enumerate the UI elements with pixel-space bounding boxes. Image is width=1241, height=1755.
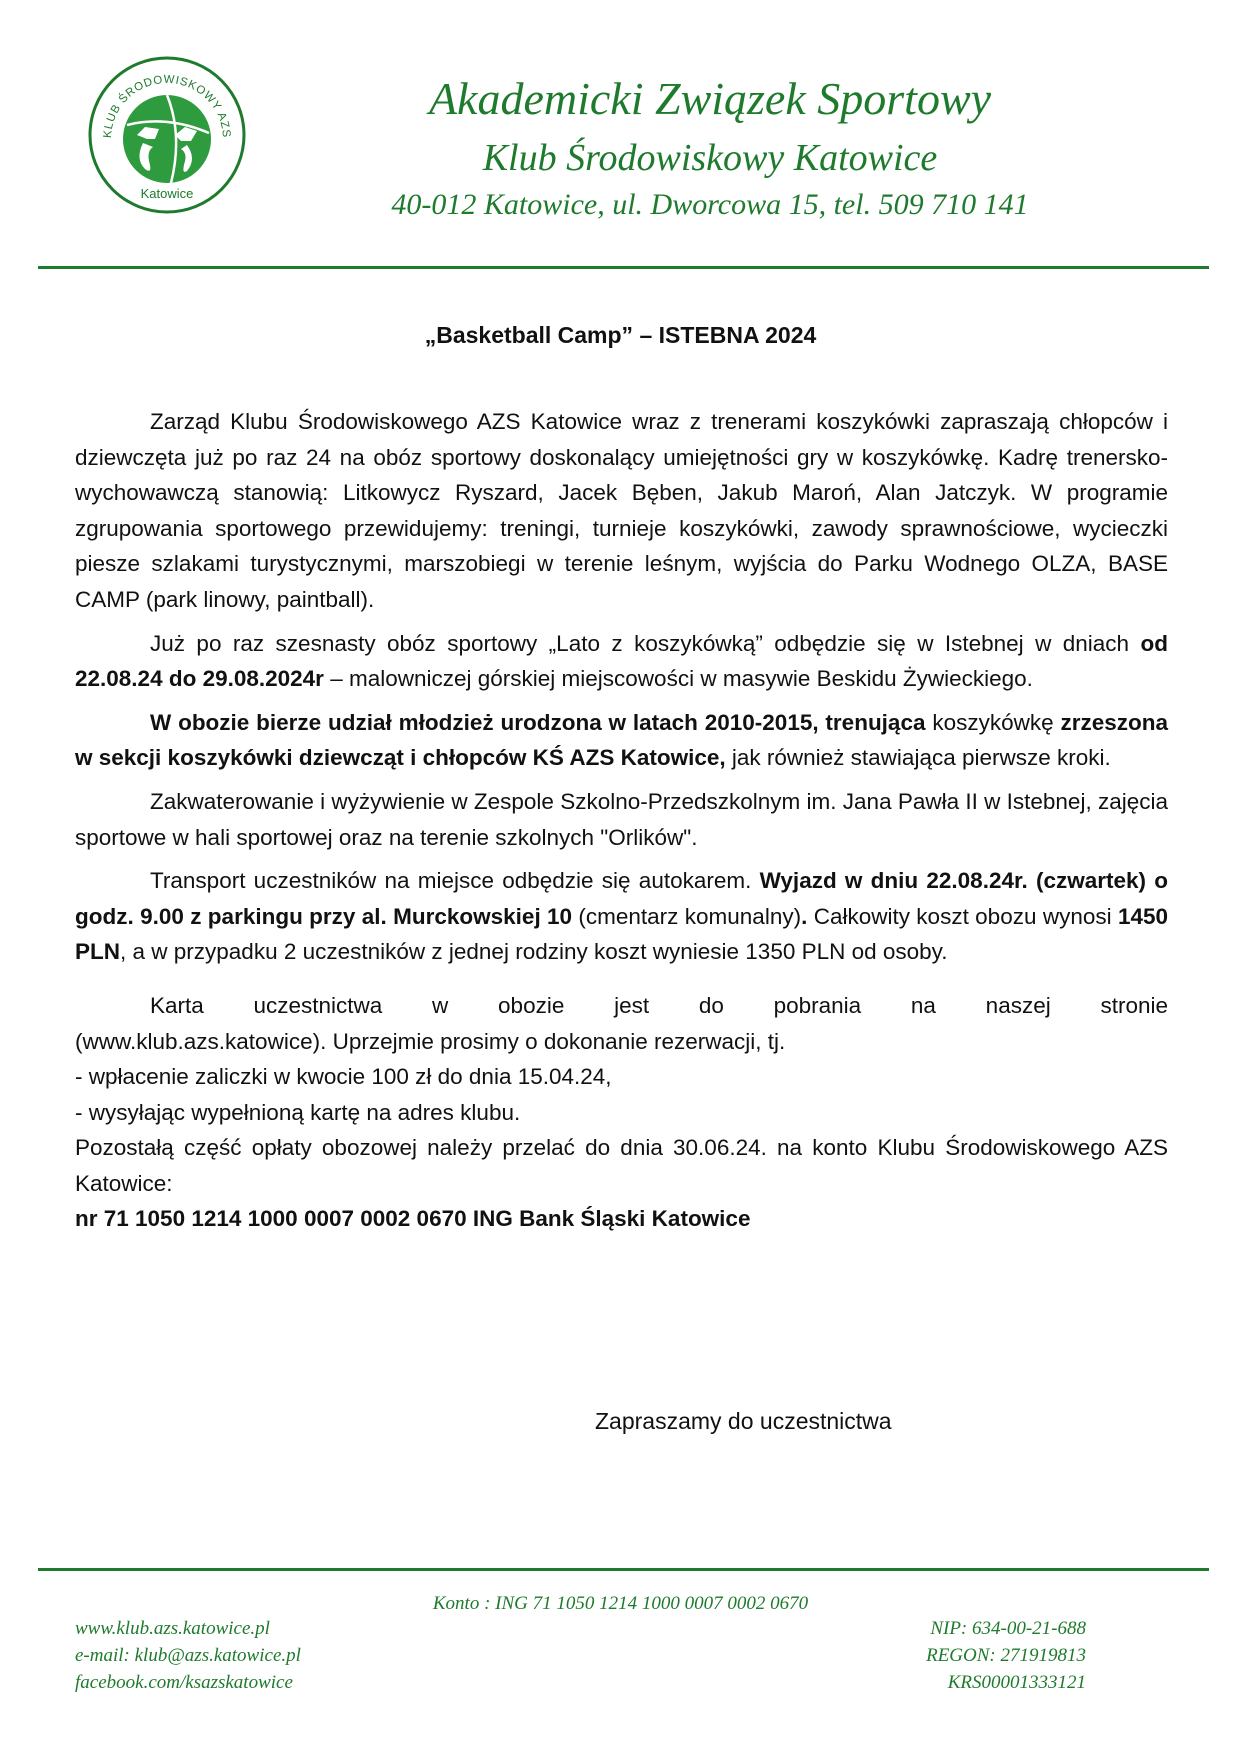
footer-nip: NIP: 634-00-21-688 bbox=[930, 1618, 1086, 1639]
paragraph-accommodation: Zakwaterowanie i wyżywienie w Zespole Szkolno-Przedszkolnym im. Jana Pawła II w Istebnej, zajęcia sportowe w hali sportowej oraz na terenie szkolnych "Orlików". bbox=[75, 788, 1168, 850]
deposit-instruction: - wpłacenie zaliczki w kwocie 100 zł do dnia 15.04.24, bbox=[75, 1064, 612, 1090]
header-divider bbox=[38, 266, 1209, 269]
send-form-instruction: - wysyłając wypełnioną kartę na adres klubu. bbox=[75, 1099, 521, 1125]
registration-line-1: Karta uczestnictwa w obozie jest do pobrania na naszej stronie bbox=[150, 992, 1168, 1018]
payment-instruction: Pozostałą część opłaty obozowej należy przelać do dnia 30.06.24. na konto Klubu Środowiskowego AZS Katowice: bbox=[75, 1135, 1168, 1196]
footer-account: Konto : ING 71 1050 1214 1000 0007 0002 0670 bbox=[432, 1593, 809, 1614]
azs-club-logo bbox=[87, 55, 247, 215]
letter-body bbox=[75, 404, 1168, 1237]
org-name: Akademicki Związek Sportowy bbox=[428, 73, 992, 124]
footer-email: e-mail: klub@azs.katowice.pl bbox=[75, 1645, 301, 1666]
club-address: 40-012 Katowice, ul. Dworcowa 15, tel. 509 710 141 bbox=[391, 188, 1029, 221]
bank-account-number: nr 71 1050 1214 1000 0007 0002 0670 ING Bank Śląski Katowice bbox=[75, 1206, 751, 1232]
camp-price: 1450 PLN bbox=[75, 903, 1168, 965]
logo-ring-text: KLUB ŚRODOWISKOWY AZS bbox=[101, 73, 233, 139]
departure-info: Wyjazd w dniu 22.08.24r. (czwartek) o godz. 9.00 z parkingu przy al. Murckowskiej 10 bbox=[75, 868, 1168, 929]
footer-krs: KRS00001333121 bbox=[947, 1672, 1086, 1693]
footer-website: www.klub.azs.katowice.pl bbox=[75, 1618, 270, 1639]
paragraph-dates: Już po raz szesnasty obóz sportowy „Lato z koszykówką” odbędzie się w Istebnej w dniach od 22.08.24 do 29.08.2024r – malowniczej górskiej miejscowości w masywie Beskidu Żywieckiego. bbox=[75, 630, 1168, 692]
paragraph-participants: W obozie bierze udział młodzież urodzona w latach 2010-2015, trenująca koszykówkę zrzeszona w sekcji koszykówki dziewcząt i chłopców KŚ AZS Katowice, jak również stawiająca pierwsze kroki. bbox=[75, 709, 1168, 771]
closing-line: Zapraszamy do uczestnictwa bbox=[595, 1408, 892, 1434]
paragraph-transport: Transport uczestników na miejsce odbędzie się autokarem. Wyjazd w dniu 22.08.24r. (czwartek) o godz. 9.00 z parkingu przy al. Murckowskiej 10 (cmentarz komunalny). Całkowity koszt obozu wynosi 1450 PLN, a w przypadku 2 uczestników z jednej rodziny koszt wyniesie 1350 PLN od osoby. bbox=[75, 868, 1168, 965]
paragraph-intro: Zarząd Klubu Środowiskowego AZS Katowice wraz z trenerami koszykówki zapraszają chłopców i dziewczęta już po raz 24 na obóz sportowy doskonalący umiejętności gry w koszykówkę. Kadrę trenersko-wychowawczą stanowią: Litkowycz Ryszard, Jacek Bęben, Jakub Maroń, Alan Jatczyk. W programie zgrupowania sportowego przewidujemy: treningi, turnieje koszykówki, zawody sprawnościowe, wycieczki piesze szlakami turystycznymi, marszobiegi w terenie leśnym, wyjścia do Parku Wodnego OLZA, BASE CAMP (park linowy, paintball). bbox=[75, 409, 1168, 612]
footer-divider bbox=[38, 1568, 1209, 1571]
club-name: Klub Środowiskowy Katowice bbox=[482, 137, 938, 179]
document-title: „Basketball Camp” – ISTEBNA 2024 bbox=[424, 322, 817, 348]
registration-line-2: (www.klub.azs.katowice). Uprzejmie prosimy o dokonanie rezerwacji, tj. bbox=[75, 1028, 786, 1054]
basketball-goat-emblem-icon bbox=[123, 95, 211, 183]
footer-contact bbox=[75, 1615, 301, 1696]
footer-regon: REGON: 271919813 bbox=[926, 1645, 1086, 1666]
footer-facebook: facebook.com/ksazskatowice bbox=[75, 1672, 293, 1693]
logo-city: Katowice bbox=[140, 186, 194, 201]
footer-registry bbox=[926, 1615, 1086, 1696]
camp-dates: od 22.08.24 do 29.08.2024r bbox=[75, 630, 1168, 692]
